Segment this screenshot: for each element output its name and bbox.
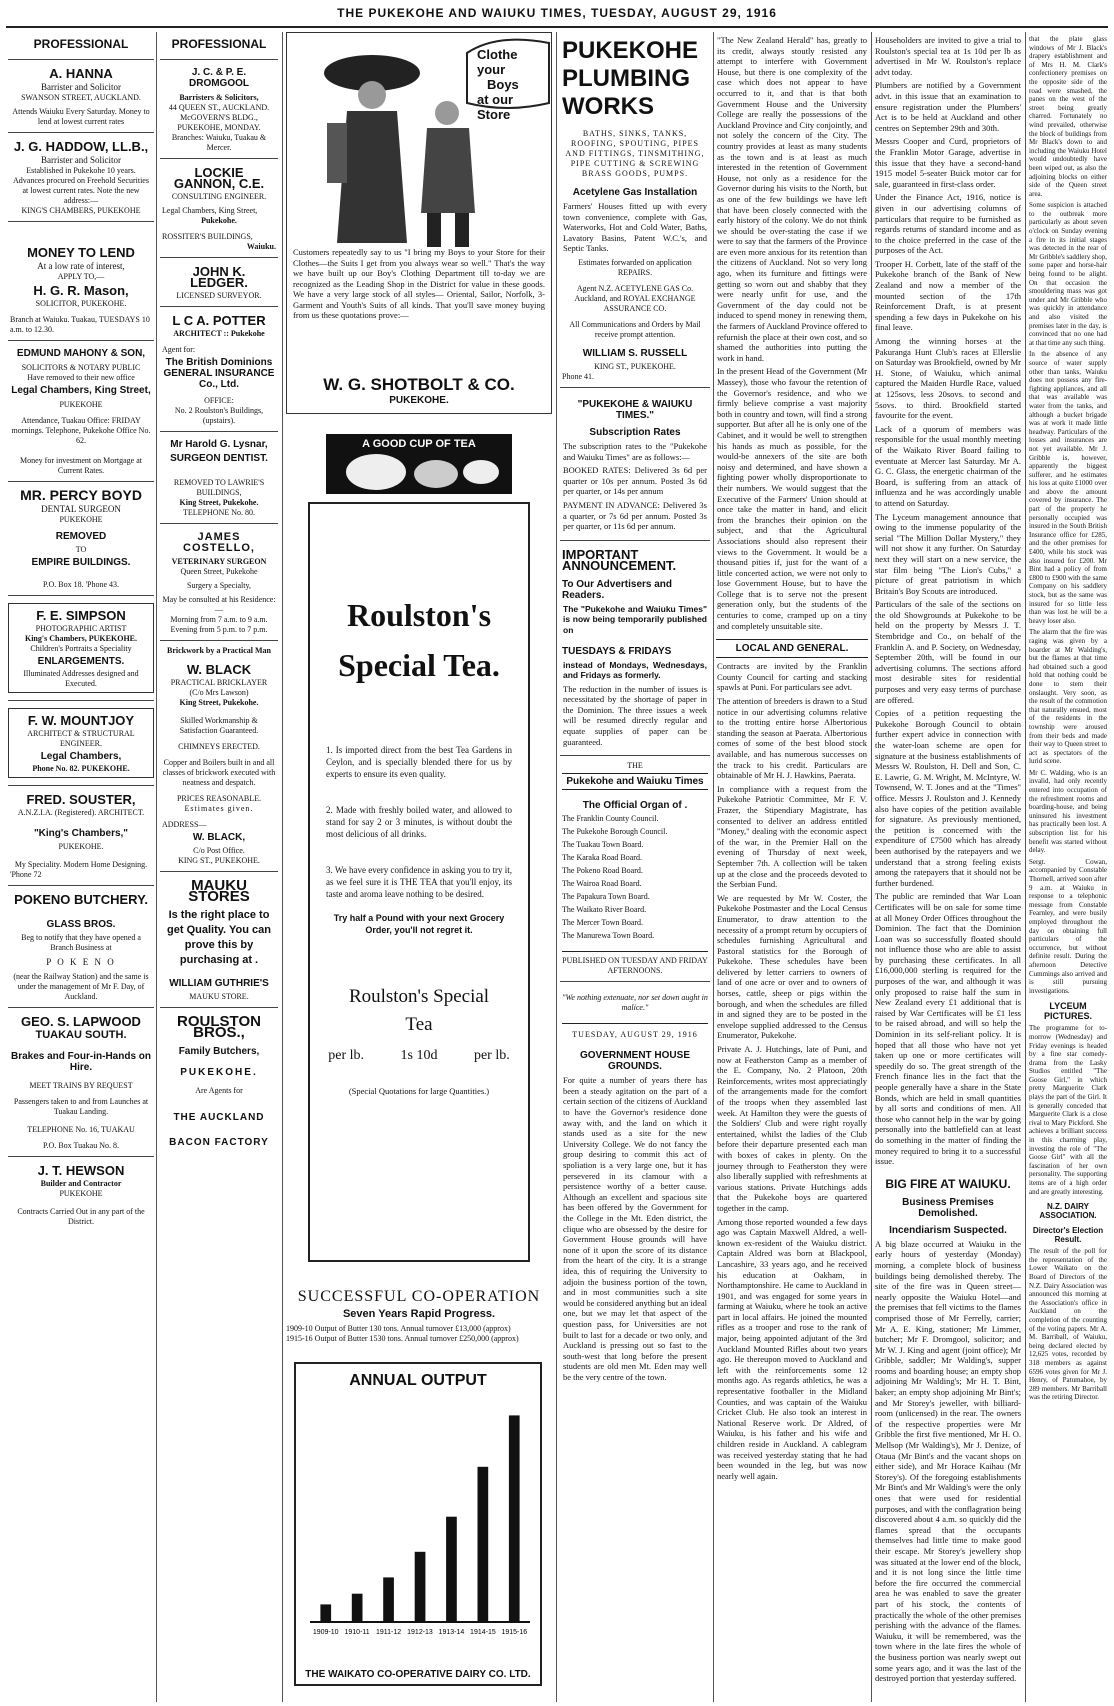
ad-name: J. G. HADDOW, LL.B.,	[13, 139, 149, 154]
organ-title: The Official Organ of .	[582, 800, 688, 812]
tea-note: (Special Quotations for large Quantities.)	[348, 1086, 490, 1096]
ad-lapwood	[8, 1007, 154, 1156]
ad-place: EMPIRE BUILDINGS.	[31, 557, 131, 568]
times-body: The subscription rates to the "Pukekohe and Waiuku Times" are as follows:—	[563, 440, 707, 462]
ad-address: SWANSON STREET, AUCKLAND.	[21, 93, 141, 102]
chart-bar	[509, 1415, 520, 1622]
local-item: Messrs Cooper and Curd, proprietors of the Franklin Motor Garage, advertise in this issue that they have a second-hand 1915 model 5-seater Buick motor car for sale, guaranteed in first-class order.	[875, 136, 1021, 189]
ad-address: KING'S CHAMBERS, PUKEKOHE	[21, 206, 141, 215]
ad-money-to-lend	[8, 221, 154, 340]
ad-name: EDMUND MAHONY & SON,	[16, 348, 146, 359]
ad-name2: W. BLACK,	[192, 832, 246, 843]
clothes-headline	[477, 47, 549, 122]
ad-name: JOHN K. LEDGER.	[190, 264, 248, 290]
tea-point-2: 2. Made with freshly boiled water, and allowed to stand for say 2 or 3 minutes, is without doubt the most delicious of all drinks.	[326, 805, 512, 839]
column-fire-continued	[1028, 32, 1108, 1700]
organ-item: The Pukekohe Borough Council.	[562, 827, 668, 837]
chart-bar	[415, 1552, 426, 1622]
fire-cont-p1: that the plate glass windows of Mr J. Black's drapery establishment and of Mrs H. M. Clark's confectionery premises on the opposite side of the road were smashed, the panes on the west of the street being greatly charred. Fortunately no wind prevailed, otherwise the block of buildings from Mr Black's down to and including the Waiuku Hotel would undoubtedly have been wiped out, as also the adjoining blocks on either side of the Queen street area.	[1029, 35, 1107, 198]
annual-output-chart	[296, 1400, 540, 1650]
ad-enl: ENLARGEMENTS.	[37, 656, 125, 667]
ad-role: ARCHITECT & STRUCTURAL ENGINEER.	[27, 729, 135, 748]
grounds-body: For quite a number of years there has been a steady agitation on the part of a certain section of the citizens of Auckland to have the Governor's residence done away with, and the land on which it stands used as a site for the new University College. We do not fancy the group desiring to commit this act of spoliation is a very large one, but it has persevered in its clamour with a persistence worthy of a better cause. Although an excellent and spacious site has been offered by the Government for the College in the Mt. Eden district, the clique who are obsessed by the desire for Government House grounds will have none of it upon the score of its distance from the heart of the city. It is a strange idea, this of requiring the University to adjoin the business portion of the town, and in most communities such a site would be considered anything but an ideal one, but we may let that aspect of the question pass, for Universities are not built to last for a decade or two only, and Auckland is pressing out so fast to the south-west that long before the present students are old men Mt. Eden may well be the very centre of the town.	[563, 1075, 707, 1382]
chart-bar	[383, 1577, 394, 1622]
ad-souster	[8, 785, 154, 885]
ad-plumbing	[560, 32, 710, 387]
tea-title-1: Roulston's	[346, 597, 492, 633]
organ-item: The Papakura Town Board.	[562, 892, 650, 902]
ad-prices: PRICES REASONABLE.	[176, 794, 261, 803]
plumb-phone: Phone 41.	[562, 371, 594, 381]
ad-bacon: BACON FACTORY	[169, 1137, 269, 1148]
ad-box: P.O. Box 18. 'Phone 43.	[42, 580, 120, 589]
ad-hours: Morning from 7 a.m. to 9 a.m. Evening from 5 p.m. to 7 p.m.	[170, 615, 268, 634]
ad-note: Have removed to their new office	[27, 373, 135, 382]
ad-name: ROULSTON BROS.,	[177, 1013, 261, 1041]
ad-the: THE AUCKLAND	[173, 1112, 265, 1123]
ad-role: DENTAL SURGEON	[41, 504, 121, 514]
ad-box: P.O. Box Tuakau No. 8.	[42, 1141, 119, 1150]
ad-name: FRED. SOUSTER,	[26, 792, 136, 807]
ad-pass: Passengers taken to and from Launches at Tuakau Landing.	[13, 1097, 149, 1116]
editorial-head	[560, 981, 710, 1390]
ad-branches: Branches: Waiuku, Tuakau & Mercer.	[171, 133, 267, 152]
organ-the: THE	[627, 761, 643, 771]
ad-spec: Surgery a Specialty,	[187, 581, 251, 590]
ad-name: MR. PERCY BOYD	[20, 487, 142, 503]
ad-name: J. C. & P. E. DROMGOOL	[189, 67, 249, 89]
ad-name: W. BLACK	[186, 662, 252, 677]
ad-dromgool	[160, 59, 278, 158]
ad-skill: Skilled Workmanship & Satisfaction Guaranteed.	[179, 716, 259, 735]
ad-role: A.N.Z.I.A. (Registered). ARCHITECT.	[17, 808, 145, 817]
column-divider	[713, 32, 714, 1702]
ad-note: Contracts Carried Out in any part of the District.	[17, 1207, 145, 1226]
ad-ledger	[160, 257, 278, 306]
clothes-town: PUKEKOHE.	[389, 395, 449, 406]
tea-name-2: Tea	[405, 1014, 433, 1035]
ad-roulston-bros	[160, 1007, 278, 1156]
fire-sub: Business Premises Demolished.	[902, 1196, 994, 1219]
column-editorial-local	[716, 32, 868, 1700]
ad-care: (C/o Mrs Lawson)	[189, 688, 249, 697]
chart-tick-label: 1909-10	[312, 1629, 339, 1636]
column-divider	[282, 32, 283, 1702]
chart-tick-label: 1914-15	[470, 1629, 496, 1636]
tea-price-c: per lb.	[473, 1048, 510, 1063]
ad-agents: Are Agents for	[195, 1086, 243, 1095]
organ-item: The Waikato River Board.	[562, 905, 647, 915]
ad-role: PHOTOGRAPHIC ARTIST	[35, 624, 127, 633]
section-heading	[8, 32, 154, 59]
ad-place: King's Chambers, PUKEKOHE.	[24, 634, 137, 643]
tea-name-1: Roulston's Special	[348, 986, 490, 1007]
ad-name: F. W. MOUNTJOY	[27, 713, 135, 728]
ad-name: LOCKIE GANNON, C.E.	[173, 165, 265, 191]
editorial-p1: "The New Zealand Herald" has, greatly to its credit, always stoutly resisted any attempt to interfere with Government House, but there is one complexity of the case which does not appear to have occurred to it, and that is that both Government House and the University College are really the possessions of the Auckland Province and City conjointly, and not solely the concern of the City. The country provides at least as many students as the town and is at least as much interested in the retention of Government House, not only as a residence for the Governor during his visits to the North, but as one of the few buildings we have left that have been closely connected with the early history of the colony. We do not think we should be over-stating the case if we were to say that the farmers of the Province are even more anxious for its retention than the citizens of Auckland. Not so very long ago, when its furniture and fittings were getting so worn out and shabby that they were nearly unfit for use, and the Government of the day could not be induced to spend money in renewing them, the farmers of Auckland Province offered to refurnish the place at their own cost, and so shamed the authorities into putting the work in hand.	[717, 35, 867, 363]
ad-name: L C A. POTTER	[172, 313, 266, 328]
local-p5: In compliance with a request from the Pukekohe Patriotic Committee, Mr F. V. Frazer, the Stipendiary Magistrate, has consented to deliver an address entitled "Money," dealing with the economic aspect of the war, in the Premier Hall on the evening of Thursday of next week, September 7th. A collection will be taken up at the close and the proceeds devoted to the Serbian Fund.	[717, 783, 867, 890]
plumb-est: Estimates forwarded on application REPAIRS.	[578, 257, 692, 277]
fire-sub2: Incendiarism Suspected.	[889, 1224, 1007, 1236]
ad-black	[160, 640, 278, 871]
section-heading	[160, 32, 278, 59]
organ-item: The Karaka Road Board.	[562, 853, 642, 863]
chart-bar	[478, 1467, 489, 1622]
plumb-orders: All Communications and Orders by Mail receive prompt attention.	[569, 319, 701, 339]
ad-pokeno	[8, 885, 154, 1007]
local-item: Plumbers are notified by a Government advt. in this issue that an examination to ensure registration under the Plumbers' Act is to be held at Auckland and other centres on September 29th and 30th.	[875, 80, 1021, 133]
plumb-agent: Agent N.Z. ACETYLENE GAS Co. Auckland, and ROYAL EXCHANGE ASSURANCE CO.	[574, 283, 696, 313]
ad-text: Beg to notify that they have opened a Branch Business at	[21, 933, 141, 952]
masthead-rule	[6, 26, 1108, 28]
organ-pub: PUBLISHED ON TUESDAY AND FRIDAY AFTERNOONS.	[562, 951, 708, 976]
local-item: Under the Finance Act, 1916, notice is given in our advertising columns of particulars that require to be furnished as regards returns of standard income and as to the choice preferred in the case of the purposes of the Act.	[875, 192, 1021, 256]
ad-note: Advances procured on Freehold Securities at lowest current rates. Note the new address:—	[13, 176, 149, 205]
ad-town: PUKEKOHE	[59, 400, 103, 409]
masthead: THE PUKEKOHE AND WAIUKU TIMES, TUESDAY, AUGUST 29, 1916	[337, 6, 777, 20]
ad-addr: 44 QUEEN ST., AUCKLAND.	[168, 103, 270, 112]
ad-name: JAMES COSTELLO,	[183, 531, 255, 554]
ad-attend: Attendance, Tuakau Office: FRIDAY mornings. Telephone, Pukekohe Office No. 62.	[11, 416, 151, 445]
ad-note: Illuminated Addresses designed and Executed.	[23, 669, 139, 688]
plumb-street: KING ST., PUKEKOHE.	[594, 361, 676, 371]
plumb-name: WILLIAM S. RUSSELL	[582, 347, 688, 359]
ad-roulston-tea	[286, 424, 552, 1264]
ad-est: Established in Pukekohe 10 years.	[26, 166, 136, 175]
headline-1: Clothe your	[477, 47, 518, 77]
plumb-text: BATHS, SINKS, TANKS, ROOFING, SPOUTING, PIPES AND FITTINGS, TINSMITHING, PIPE CUTTING & SCREWING BRASS GOODS, PUMPS.	[565, 129, 705, 178]
ad-mountjoy	[8, 700, 154, 785]
ad-name: H. G. R. Mason,	[33, 283, 129, 298]
ad-role: Barristers & Solicitors,	[179, 93, 259, 102]
ad-mauku	[160, 871, 278, 1007]
organ-item: The Wairoa Road Board.	[562, 879, 642, 889]
organ-item: The Franklin County Council.	[562, 814, 659, 824]
ad-apply: APPLY TO,—	[57, 272, 105, 281]
ad-po: C/o Post Office.	[193, 846, 245, 855]
local-item: Householders are invited to give a trial to Roulston's special tea at 1s 10d per lb as advertised in Mr W. Roulston's replace advt today.	[875, 35, 1021, 77]
fire-cont-p5: Mr C. Walding, who is an invalid, had only recently entered into occupation of the refreshment rooms and boarding-house, and being uninsured his investment has practically been lost. A subscription list for his benefit was started without delay.	[1029, 768, 1107, 855]
column-divider	[556, 32, 557, 1702]
ad-kst: KING ST., PUKEKOHE.	[178, 856, 260, 865]
ad-office: Legal Chambers, King Street,	[11, 385, 151, 396]
ad-role: Builder and Contractor	[40, 1179, 122, 1188]
ad-place: Legal Chambers,	[40, 751, 122, 762]
ad-lockie	[160, 158, 278, 257]
local-p6: We are requested by Mr W. Coster, the Pukekohe Postmaster and the Local Census Enumerator, to draw attention to the necessity of a prompt return by occupiers of schedules furnishing Agricultural and Pastoral statistics for the Borough of Pukekohe. These schedules have been delivered by letter carriers to owners of land of one acre or over and to owners of horses, cattle, sheep or pigs within the borough, and when the schedules are filled in and signed they are to be posted in the envelope supplied addressed to the Census Enumerator, Pukekohe.	[717, 892, 867, 1041]
ad-hewson	[8, 1156, 154, 1232]
chart-tick-label: 1910-11	[344, 1629, 370, 1636]
ad-note: Attends Waiuku Every Saturday. Money to lend at lowest current rates	[12, 107, 150, 126]
fire-title: BIG FIRE AT WAIUKU.	[885, 1176, 1011, 1191]
ad-lysnar	[160, 431, 278, 523]
ad-role: LICENSED SURVEYOR.	[176, 291, 262, 300]
plumb-acet: Acetylene Gas Installation	[572, 187, 698, 198]
times-booked: BOOKED RATES: Delivered 3s 6d per quarter or 10s per annum. Posted 3s 6d per quarter, or 14s per annum	[563, 465, 707, 497]
chart-tick-label: 1915-16	[501, 1629, 528, 1636]
coop-sub: Seven Years Rapid Progress.	[342, 1308, 496, 1320]
local-item: Particulars of the sale of the sections on the old Showgrounds at Pukekohe to be held on the property by Messrs J. T. Stembridge and Co., on behalf of the Franklin A. and P. Society, on Wednesday, September 20th, will be found in our advertising columns. The sections afford most desirable sites for residential purposes and very easy terms of purchase are offered.	[875, 599, 1021, 705]
motto: "We nothing extenuate, nor set down aught in malice."	[562, 993, 708, 1013]
chart-bar	[320, 1604, 331, 1622]
organ-item: The Pokeno Road Board.	[562, 866, 643, 876]
ad-town: P O K E N O	[46, 957, 116, 967]
lyceum-body: The programme for to-morrow (Wednesday) and Friday evenings is headed by a fine star comedy-drama from the Lasky Studios entitled "The Goose Girl," in which pretty Marguerite Clark plays the part of the Girl. It is generally conceded that Marguerite Clark is a close rival to Mary Pickford. She achieves a brilliant success in this charming play, investing the role of "The Goose Girl" with all the fascination of her own personality. The supporting items are of a high order and are greatly interesting.	[1029, 1024, 1107, 1196]
tea-banner-illustration	[286, 424, 552, 504]
ad-addr: No. 2 Roulston's Buildings, (upstairs).	[174, 406, 264, 425]
organ-masthead: Pukekohe and Waiuku Times	[562, 773, 708, 790]
ad-branch: Branch at Waiuku. Tuakau, TUESDAYS 10 a.m. to 12.30.	[10, 315, 150, 334]
ad-role: PRACTICAL BRICKLAYER	[170, 678, 268, 687]
ad-sub: MAUKU STORE.	[189, 992, 249, 1001]
ad-name: WILLIAM GUTHRIE'S	[169, 978, 269, 989]
coop-line-2: 1915-16 Output of Butter 1530 tons. Annual turnover £250,000 (approx)	[286, 1334, 519, 1343]
ad-waikato-dairy	[286, 1288, 552, 1698]
ad-role: ARCHITECT :: Pukekohe	[173, 329, 265, 338]
ad-phone: 'Phone 72	[10, 870, 42, 879]
column-local-fire	[874, 32, 1022, 1700]
times-title: "PUKEKOHE & WAIUKU TIMES."	[577, 398, 693, 421]
ad-line: Legal Chambers, King Street,	[162, 206, 258, 215]
lyceum-title: LYCEUM PICTURES.	[1043, 1001, 1092, 1022]
ad-name: F. E. SIMPSON	[36, 608, 126, 623]
ad-rest: (near the Railway Station) and the same is under the management of Mr F. Day, of Auckland.	[13, 972, 149, 1001]
dairy-sub: Director's Election Result.	[1032, 1226, 1104, 1245]
local-p4: The attention of breeders is drawn to a Stud notice in our advertising columns relative to the trotting entire horse Albertorious standing the season at Paerata. Albertorious comes of some of the best blood stock available, and has numerous successes on the track to his credit. Particulars are obtainable of Mr H. J. Hawkins, Paerata.	[717, 696, 867, 781]
coop-chart-frame	[294, 1362, 542, 1686]
plumb-title: PUKEKOHE PLUMBING WORKS	[562, 37, 699, 120]
headline-3: at our Store	[477, 92, 514, 122]
ad-town: TUAKAU SOUTH.	[35, 1029, 127, 1041]
ad-name: GLASS BROS.	[46, 919, 116, 930]
ad-sub: Family Butchers,	[178, 1046, 260, 1057]
local-item: The Lyceum management announce that owing to the immense popularity of the serial "The Million Dollar Mystery," they will not show it any further. On Saturday next they will start on a new service, the star film being "The Lion's Cubs," a picture of great patriotism in which Britain's Boy Scouts are introduced.	[875, 511, 1021, 596]
column-plumbing-times	[560, 32, 710, 1700]
announce-text: The reduction in the number of issues is necessitated by the shortage of paper in the Dominion. The three issues a week will be resumed directly regular and equate supplies of paper can be guaranteed.	[563, 683, 707, 747]
tea-title-2: Special Tea.	[338, 647, 500, 683]
ad-removed: REMOVED TO LAWRIE'S BUILDINGS,	[173, 478, 265, 497]
local-heading: LOCAL AND GENERAL.	[716, 639, 868, 658]
chart-bar	[352, 1594, 363, 1622]
ad-line: Children's Portraits a Speciality	[30, 644, 132, 653]
dateline: TUESDAY, AUGUST 29, 1916	[562, 1023, 708, 1040]
coop-line-1: 1909-10 Output of Butter 130 tons. Annual turnover £13,000 (approx)	[286, 1324, 511, 1333]
local-p7: Private A. J. Hutchings, late of Puni, and now at Featherston Camp as a member of the E. Company, No. 2 Platoon, 20th Reinforcements, writes most appreciatingly of the arrangements made for the comfort of the troops when they assembled last week. At Hamilton they were the guests of the Soldiers' Club and were right royally entertained, whilst the ladies of the Club before their departure presented each man with boxes of cakes in plenty. On the journey through to Featherston they were also liberally supplied with refreshments at various stations. Private Hutchings adds that the Pukekohe boys are quartered together in the camp.	[717, 1044, 867, 1213]
ad-street: King Street, Pukekohe.	[179, 498, 259, 507]
local-item: Copies of a petition requesting the Pukekohe Borough Council to obtain further expert advice in connection with the water-loan scheme are open for signature at the business establishments of Messrs W. Roulston, H. Dell and Son, C. E. Lawrie, G. M. Wright, M. McIntyre, W. Townsend, W. T. Jones and at the "Times" office. Messrs J. Roulston and J. Kennedy also have copies of the petition available for signature. As previously mentioned, the petition is concerned with the expenditure of £7500 which has already been authorised by the ratepayers and we understand that a strong feeling exists among the ratepayers that it should not be further burdened.	[875, 708, 1021, 888]
ad-top: Brickwork by a Practical Man	[167, 646, 271, 655]
ad-role: CONSULTING ENGINEER.	[171, 192, 267, 201]
ad-place: "King's Chambers,"	[33, 828, 129, 839]
tea-point-3: 3. We have every confidence in asking you to try it, as we feel sure it is THE TEA that you'll enjoy, its taste and aroma leave nothing to be desired.	[326, 865, 512, 899]
organ-item: The Manurewa Town Board.	[562, 931, 655, 941]
coop-title: SUCCESSFUL CO-OPERATION	[297, 1288, 541, 1305]
ad-costello	[160, 523, 278, 640]
ad-text: Is the right place to get Quality. You can prove this by purchasing at .	[167, 909, 271, 966]
chart-tick-label: 1911-12	[376, 1629, 402, 1636]
ad-potter	[160, 306, 278, 431]
ad-town: Pukekohe.	[201, 216, 237, 225]
dairy-body: The result of the poll for the representation of the Lower Waikato on the Board of Directors of the N.Z. Dairy Association was announced this morning at the Association's office in Auckland on the completion of the counting of the voting papers. Mr A. M. Barriball, of Waiuku, being declared elected by 12,625 votes, recorded by 318 members as against 6596 votes given for Mr J. Henry, of Patumahoe, by 289 members. Mr Barriball was the retiring Director.	[1029, 1247, 1107, 1402]
ad-role: Barrister and Solicitor	[41, 155, 121, 165]
ad-town: PUKEKOHE	[59, 1189, 103, 1198]
coop-footer: THE WAIKATO CO-OPERATIVE DAIRY CO. LTD.	[305, 1669, 531, 1680]
announce-title: IMPORTANT ANNOUNCEMENT.	[562, 546, 677, 573]
ad-haddow	[8, 132, 154, 221]
tea-point-1: 1. Is imported direct from the best Tea Gardens in Ceylon, and is specially blended there for us by experts to ensure its even quality.	[326, 745, 512, 779]
ad-to: TO	[75, 545, 87, 554]
ad-simpson	[8, 595, 154, 700]
ad-copper: Copper and Boilers built in and all classes of brickwork executed with neatness and despatch.	[162, 758, 276, 787]
ad-name: GEO. S. LAPWOOD	[21, 1014, 141, 1029]
ad-role: VETERINARY SURGEON	[171, 557, 267, 566]
important-announcement	[560, 540, 710, 756]
organ-item: The Tuakau Town Board.	[562, 840, 644, 850]
local-p8: Among those reported wounded a few days ago was Captain Maxwell Aldred, a well-known ex-resident of the Waiuku district. Captain Aldred was born at Blackpool, Lancashire, 33 years ago, and he received his education at Oakham, in Northamptonshire. He came to Auckland in 1901, and was engaged for some years in farming at Waiuku, where he took an active part in local affairs. He joined the mounted rifles as a trooper and rose to the rank of major, being appointed adjutant of the 3rd Auckland Mounted Rifles about two years ago. He thereupon moved to Auckland and left with the reinforcements some 12 months ago. As regards athletics, he was a representative footballer in the Midland Counties, and was captain of the Waiuku Cricket Club. He also took an interest in National Reserve work. Dr Aldred, of Waiuku, is his father and his wife and children reside in Auckland. A cablegram was received yesterday stating that he had been wounded in the leg, but was now nearly well again.	[717, 1216, 867, 1481]
tea-price-b: 1s 10d	[400, 1048, 438, 1063]
ad-mahony	[8, 340, 154, 481]
ad-chim: CHIMNEYS ERECTED.	[178, 742, 260, 751]
plumb-body: Farmers' Houses fitted up with every town convenience, complete with Gas, Waterworks, Hot and Cold Water, Baths, Lavatory Basins, Patent W.C.'s, and Septic Tanks.	[563, 201, 707, 254]
chart-tick-label: 1913-14	[438, 1629, 465, 1636]
ad-bldg: McGOVERN'S BLDG., PUKEKOHE, MONDAY.	[177, 113, 261, 132]
ad-name: J. T. HEWSON	[37, 1163, 125, 1178]
ad-spec: My Speciality. Modern Home Designing.	[14, 860, 148, 869]
fire-cont-p2: Some suspicion is attached to the outbreak more particularly as about seven o'clock on Sunday evening a fire in its initial stages was detected in the rear of Mr Gribble's saddlery shop, some paper and horse-hair being found to be alight. On that occasion the smouldering mass was got under and Mr Gribble who was quickly in attendance and also visited the premises later in the day, is convinced that no one had at that time any such thing.	[1029, 201, 1107, 347]
subscription-notice	[560, 387, 710, 540]
ad-town2: Waiuku.	[246, 242, 276, 251]
local-item: The public are reminded that War Loan Certificates will be on sale for some time at all Money Order Offices throughout the Dominion. The fact that the Dominion Loan was so successfully floated should not influence those who are able to assist by purchasing these certificates. In all £16,000,000 sterling is required for the purposes of the war, and although it was only proposed to raise half the sum in New Zealand every £1 additional that is raised by War Certificates will be £1 less to be raised abroad, and will so help the Dominion in its self-reliant policy. It is hoped that all those who have not yet taken up one or more certificates will speedily do so. The great strength of the French finance lies in the fact that the people generally have a share in the State Bonds, which are held in small quantities by all sorts and conditions of men. All those who cannot help in the war by going personally into the battlefield can at least do something in the matter of finding the money required to bring it to a successful issue.	[875, 891, 1021, 1167]
announce-instead: instead of Mondays, Wednesdays, and Fridays as formerly.	[563, 659, 707, 681]
ad-boyd	[8, 481, 154, 595]
ad-town: PUKEKOHE.	[180, 1067, 258, 1078]
organ-item: The Mercer Town Board.	[562, 918, 644, 928]
tea-price-row	[310, 1048, 528, 1064]
ad-name: Mr Harold G. Lysnar,	[170, 439, 268, 450]
local-item: Lack of a quorum of members was responsible for the usual monthly meeting of the Waikato River Board failing to eventuate at Mercer last Saturday. Mr A. G. C. Glass, the energetic chairman of the Board, is suffering from an attack of influenza and he was accordingly unable to attend on Saturday.	[875, 423, 1021, 508]
ad-tel: TELEPHONE No. 80.	[183, 508, 255, 517]
ad-title: MAUKU STORES	[188, 877, 250, 905]
heading-professional: PROFESSIONAL	[171, 37, 267, 51]
ad-address: ADDRESS—	[162, 820, 207, 829]
ad-role: SURGEON DENTIST.	[170, 453, 268, 464]
fire-cont-p4: The alarm that the fire was raging was given by a boarder at Mr Walding's, but the flames at that time had obtained such a good hold that nothing could be done to stem their onslaught. Very soon, as the result of the commotion that naturally ensued, most of the residents in the township were aroused from their beds and made their way to Queen street to act as spectators of the lurid scene.	[1029, 628, 1107, 766]
ad-phone: TELEPHONE No. 16, TUAKAU	[27, 1125, 135, 1134]
ad-role: Barrister and Solicitor	[41, 82, 121, 92]
ad-removed: REMOVED	[55, 531, 107, 542]
ad-agent: Agent for:	[162, 345, 196, 354]
ad-role: SOLICITORS & NOTARY PUBLIC	[21, 363, 141, 372]
grounds-title: GOVERNMENT HOUSE GROUNDS.	[579, 1050, 690, 1073]
column-professional-2	[160, 32, 278, 1700]
fire-cont-p6: Sergt. Cowan, accompanied by Constable Thornell, arrived soon after 9 a.m. at Waiuku in response to a telephonic message from Constable Fearnley, and were busily employed throughout the day on obtaining full particulars of the occurrence, but without definite result. During the afternoon Detective Cummings also arrived and is still pursuing investigations.	[1029, 857, 1107, 995]
local-item: Among the winning horses at the Pakuranga Hunt Club's races at Ellerslie on Saturday was Brookfield, owned by Mr H. Stone, of Waiuku, which animal captured the Maiden Hurdle Race, valued at 125sovs, less 20sovs. to second and 5sovs. to third. Brookfield started favourite for the event.	[875, 336, 1021, 421]
fire-body: A big blaze occurred at Waiuku in the early hours of yesterday (Monday) morning, a complete block of business buildings being demolished thereby. The site of the fire was in Queen street—nearly opposite the Waiuku Hotel—and the premises that fell victims to the flames comprised those of Mr Ferrelly, carrier; Mr A. E. King, stationer; Mr Limmer, butcher; Mr F. Dromgool, solicitor; and Mr W. J. King and agent (joint office); Mr Gribble, saddler; Mr Walding's, supper rooms and boarding house; an empty shop adjoining Mr Walding's; Mr H. T. Bint, baker; an empty shop adjoining Mr Bint's; and Mr Storey's jeweller, with billiard-room (unlicensed) in the rear. The owners of the respective properties were Mr Gribble the first five mentioned, Mr H. O. Mellsop (Mr Walding's), Mr J. Denize, of Otaua (Mr Bint's and the vacant shops on either side), and Mr Horace Kaihau (Mr Storey's). Of the foregoing establishments Mr Bint's and Mr Walding's were the only ones that were used for residential purposes, and with the conflagration being discovered about 4 a.m. so quickly did the flames spread that the occupants themselves had little time to make good their escape. Mr Storey's jewellery shop was situated at the lower end of the block, and it is not long since the little time before the fire occurred the commercial area he was enabled to save the greater part of his stock, the contents of practically the whole of the other premises perishing with the advance of the flames. Waiuku, it will be remembered, was the town where in the late fires the whole of the business portion was nearly swept out some years ago, and it was the last of the destroyed portion that yesterday suffered.	[875, 1238, 1021, 1684]
announce-days: TUESDAYS & FRIDAYS	[562, 645, 672, 657]
ad-bldg: ROSSITER'S BUILDINGS,	[162, 232, 253, 241]
official-organ	[560, 755, 710, 981]
ad-office: OFFICE:	[204, 396, 234, 405]
ad-line: At a low rate of interest,	[37, 261, 125, 271]
ad-town: PUKEKOHE	[59, 515, 103, 524]
ad-street: King Street, Pukekohe.	[179, 698, 259, 707]
column-professional-1	[8, 32, 154, 1700]
dairy-title: N.Z. DAIRY ASSOCIATION.	[1039, 1202, 1097, 1221]
ad-line: Brakes and Four-in-Hands on Hire.	[10, 1051, 151, 1073]
tea-try: Try half a Pound with your next Grocery Order, you'll not regret it.	[333, 913, 505, 935]
fire-cont-p3: In the absence of any source of water supply other than tanks, Waiuku does not possess any fire-fighting appliances, and all that was available was water from the tanks, and although a bucket brigade was at work it made little headway. Particulars of the losses and insurances are not yet available. Mr J. Gribble is, however, apparently the biggest sufferer, and he estimates his loss at quite £1000 over and above the amount covered by insurance. The part of the property he personally occupied was insured in the South British Insurance office for £285, and the other premises for £400, while his stock was also insured for £200. Mr Bint had a policy of from £800 to £900 with the same Company on his saddlery stock, but as the same was insured for so little less than was lost he will be a heavy loser also.	[1029, 350, 1107, 625]
ad-hanna	[8, 59, 154, 132]
ad-title: MONEY TO LEND	[27, 245, 135, 260]
coop-chart-title: ANNUAL OUTPUT	[349, 1372, 487, 1389]
clothes-firm: W. G. SHOTBOLT & CO.	[323, 375, 515, 394]
column-divider	[156, 32, 157, 1702]
ad-trains: MEET TRAINS BY REQUEST	[29, 1081, 133, 1090]
tea-frame	[308, 502, 530, 1262]
ad-place: Queen Street, Pukekohe	[180, 567, 258, 576]
ad-town: PUKEKOHE.	[58, 842, 104, 851]
ad-est: Estimates given.	[184, 804, 254, 813]
ad-role: SOLICITOR, PUKEKOHE.	[35, 299, 127, 308]
clothes-body: Customers repeatedly say to us "I bring my Boys to your Store for their Clothes—the Suits I get from you always wear so well." That's the way we have built up our Boy's Clothing Department till to-day we are recognized as the Leading Shop in the District for value in these goods. We have a very large stock of all styles— Oriental, Sailor, Norfolk, 3-Garment and Youth's Suits of all kinds. That you'll save money buying from us these quotations prove:—	[293, 247, 545, 320]
column-display-ads	[286, 32, 552, 1700]
column-divider	[871, 32, 872, 1702]
announce-to: To Our Advertisers and Readers.	[562, 578, 673, 601]
times-adv: PAYMENT IN ADVANCE: Delivered 3s a quarter, or 7s 6d per annum. Posted 3s per quarter, or 11s 6d per annum.	[563, 499, 707, 532]
ad-title: POKENO BUTCHERY.	[14, 892, 148, 907]
times-sub: Subscription Rates	[589, 426, 681, 438]
ad-shotbolt-clothes	[286, 32, 552, 414]
column-divider	[1025, 32, 1026, 1702]
local-p3: Contracts are invited by the Franklin County Council for carting and stacking spawls at Puni. For particulars see advt.	[717, 661, 867, 693]
heading-professional: PROFESSIONAL	[33, 37, 129, 51]
local-item: Trooper H. Corbett, late of the staff of the Pukekohe branch of the Bank of New Zealand and now a member of the mounted section of the 17th Reinforcement Draft, is at present spending a few days in Pukekohe on his final leave.	[875, 258, 1021, 333]
ad-consult: May be consulted at his Residence:—	[162, 595, 276, 614]
chart-tick-label: 1912-13	[407, 1629, 433, 1636]
ad-phone: Phone No. 82. PUKEKOHE.	[32, 764, 130, 773]
ad-name: A. HANNA	[49, 66, 113, 81]
organ-list	[562, 814, 708, 941]
editorial-p2: In the present Head of the Government (Mr Massey), those who favour the retention of the Governor's residence, and who we firmly believe comprise a vast majority both in country and town, will find a strong supporter. But after all he is only one of the Cabinet, and it would be well to strengthen his hands as much as possible, for the would-be annexers of the site are both noisy and determined, and have shown a fighting power wholly disproportionate to their numbers. We would suggest that the Executive of the Farmers' Union should at once take the matter in hand, and elicit from the branches their opinion on the subject, and that the Agricultural Associations should also represent their views to the Government. It would be a thousand pities if, just for the want of a little concerted action, we were not only to lose Government House, but to have the College that is to serve not the present generation only, but the students of the centuries to come, cramped up on a tiny and completely unsuitable site.	[717, 366, 867, 631]
ad-money: Money for investment on Mortgage at Current Rates.	[20, 456, 142, 475]
chart-bar	[446, 1517, 457, 1622]
tea-price-a: per lb.	[328, 1048, 365, 1063]
headline-2: Boys	[487, 77, 519, 92]
ad-co: The British Dominions GENERAL INSURANCE Co., Ltd.	[163, 357, 275, 390]
tea-banner: A GOOD CUP OF TEA	[362, 438, 476, 450]
announce-body: The "Pukekohe and Waiuku Times" is now being temporarily published on	[563, 603, 707, 635]
